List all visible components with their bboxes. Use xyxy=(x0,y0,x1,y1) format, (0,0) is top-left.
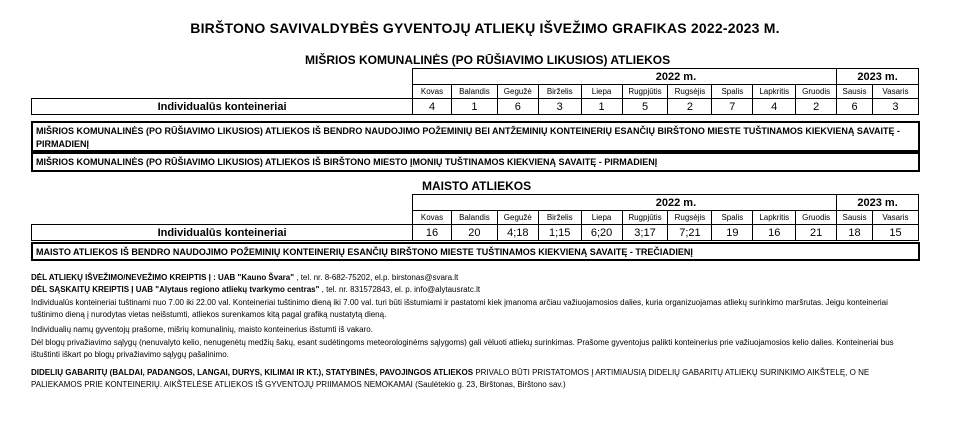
year-2023: 2023 m. xyxy=(837,69,919,85)
month-cell: Gegužė xyxy=(497,85,538,99)
month-cell: Birželis xyxy=(538,85,581,99)
day-cell: 4 xyxy=(413,99,452,115)
month-cell: Balandis xyxy=(451,85,497,99)
row-label: Individualūs konteineriai xyxy=(32,225,413,241)
access-conditions-paragraph: Dėl blogų privažiavimo sąlygų (nenuvalyto kelio, nenugenėtų medžių šakų, esant sudėtingoms meteorologinėms sąlygoms) gali vėluoti atliekų surinkimas. Prašome gyventojus palikti konteinerius prie važiuojamosios kelio dalies. Konteineriai bus ištuštinti iškart po blogų privažiavimo sąlygų pašalinimo. xyxy=(31,338,894,359)
year-2022: 2022 m. xyxy=(413,195,837,211)
day-cell: 15 xyxy=(872,225,918,241)
mixed-note-underground: MIŠRIOS KOMUNALINĖS (PO RŪŠIAVIMO LIKUSIOS) ATLIEKOS IŠ BENDRO NAUDOJIMO POŽEMINIŲ BEI ANTŽEMINIŲ KONTEINERIŲ ESANČIŲ BIRŠTONO MIESTE TUŠTINAMOS KIEKVIENĄ SAVAITĘ - PIRMADIENĮ xyxy=(31,121,920,152)
day-cell: 4;18 xyxy=(497,225,538,241)
contact-billing-details: , tel. nr. 831572843, el. p. info@alytausratc.lt xyxy=(319,285,481,294)
day-cell: 1;15 xyxy=(538,225,581,241)
month-cell: Kovas xyxy=(413,211,452,225)
month-cell: Vasaris xyxy=(872,85,918,99)
day-cell: 2 xyxy=(796,99,837,115)
month-row xyxy=(32,85,919,99)
mixed-waste-table xyxy=(31,68,919,115)
day-cell: 3 xyxy=(538,99,581,115)
food-note-underground: MAISTO ATLIEKOS IŠ BENDRO NAUDOJIMO POŽEMINIŲ KONTEINERIŲ ESANČIŲ BIRŠTONO MIESTE TUŠTINAMOS KIEKVIENĄ SAVAITĘ - TREČIADIENĮ xyxy=(31,242,920,261)
month-cell: Gegužė xyxy=(497,211,538,225)
month-cell: Vasaris xyxy=(872,211,918,225)
evening-request-paragraph: Individualių namų gyventojų prašome, mišrių komunalinių, maisto konteinerius išstumti iš vakaro. xyxy=(31,325,373,334)
day-cell: 16 xyxy=(413,225,452,241)
food-waste-table xyxy=(31,194,919,241)
month-cell: Lapkritis xyxy=(753,85,796,99)
day-cell: 7 xyxy=(712,99,753,115)
month-cell: Spalis xyxy=(712,85,753,99)
row-label: Individualūs konteineriai xyxy=(32,99,413,115)
blank-cell xyxy=(32,211,413,225)
month-cell: Sausis xyxy=(837,85,873,99)
mixed-waste-heading: MIŠRIOS KOMUNALINĖS (PO RŪŠIAVIMO LIKUSIOS) ATLIEKOS xyxy=(305,53,671,67)
year-row xyxy=(32,195,919,211)
month-cell: Liepa xyxy=(581,85,622,99)
day-cell: 1 xyxy=(581,99,622,115)
year-2023: 2023 m. xyxy=(837,195,919,211)
month-cell: Rugpjūtis xyxy=(622,85,668,99)
month-cell: Spalis xyxy=(712,211,753,225)
bulky-waste-details: PRIVALO BŪTI PRISTATOMOS Į ARTIMIAUSIĄ DIDELIŲ GABARITŲ ATLIEKŲ SURINKIMO AIKŠTELĘ, O NE PALIEKAMOS PRIE KONTEINERIŲ. AIKŠTELĖSE ATLIEKOS IŠ GYVENTOJŲ PRIIMAMOS NEMOKAMAI (Saulėtekio g. 23, Birštonas, Birštono sav.) xyxy=(31,368,870,389)
blank-cell xyxy=(32,69,413,85)
year-row xyxy=(32,69,919,85)
bulky-waste-label: DIDELIŲ GABARITŲ (BALDAI, PADANGOS, LANGAI, DURYS, KILIMAI IR KT.), STATYBINĖS, PAVOJINGOS ATLIEKOS xyxy=(31,368,474,377)
day-cell: 3 xyxy=(872,99,918,115)
month-row xyxy=(32,211,919,225)
day-cell: 2 xyxy=(668,99,712,115)
day-cell: 5 xyxy=(622,99,668,115)
day-cell: 4 xyxy=(753,99,796,115)
month-cell: Gruodis xyxy=(796,85,837,99)
mixed-note-companies: MIŠRIOS KOMUNALINĖS (PO RŪŠIAVIMO LIKUSIOS) ATLIEKOS IŠ BIRŠTONO MIESTO ĮMONIŲ TUŠTINAMOS KIEKVIENĄ SAVAITĘ - PIRMADIENĮ xyxy=(31,152,920,172)
blank-cell xyxy=(32,85,413,99)
contact-collection-label: DĖL ATLIEKŲ IŠVEŽIMO/NEVEŽIMO KREIPTIS Į : UAB "Kauno Švara" xyxy=(31,273,295,282)
blank-cell xyxy=(32,195,413,211)
day-cell: 19 xyxy=(712,225,753,241)
month-cell: Sausis xyxy=(837,211,873,225)
bulky-waste-paragraph xyxy=(31,367,911,391)
day-cell: 6 xyxy=(837,99,873,115)
values-row xyxy=(32,225,919,241)
food-waste-heading: MAISTO ATLIEKOS xyxy=(422,179,532,193)
day-cell: 3;17 xyxy=(622,225,668,241)
month-cell: Balandis xyxy=(451,211,497,225)
day-cell: 18 xyxy=(837,225,873,241)
month-cell: Rugpjūtis xyxy=(622,211,668,225)
contact-collection-details: , tel. nr. 8-682-75202, el.p. birstonas@svara.lt xyxy=(294,273,459,282)
day-cell: 6 xyxy=(497,99,538,115)
values-row xyxy=(32,99,919,115)
contact-billing xyxy=(31,284,911,296)
page-title: BIRŠTONO SAVIVALDYBĖS GYVENTOJŲ ATLIEKŲ IŠVEŽIMO GRAFIKAS 2022-2023 M. xyxy=(190,20,780,36)
month-cell: Liepa xyxy=(581,211,622,225)
month-cell: Rugsėjis xyxy=(668,85,712,99)
year-2022: 2022 m. xyxy=(413,69,837,85)
contact-billing-label: DĖL SĄSKAITŲ KREIPTIS Į UAB "Alytaus regiono atliekų tvarkymo centras" xyxy=(31,285,320,294)
container-rules-paragraph: Individualūs konteineriai tuštinami nuo 7.00 iki 22.00 val. Konteineriai tuštinimo dieną iki 7.00 val. turi būti išstumiami ir pastatomi kiek įmanoma arčiau važiuojamosios dalies, kuria organizuojamas atliekų surinkimo maršrutas. Jeigu konteineriai tuštinimo dieną į nurodytas vietas neišstumti, atliekos surenkamos kitą pagal grafiką nustatytą dieną. xyxy=(31,298,888,319)
day-cell: 20 xyxy=(451,225,497,241)
month-cell: Gruodis xyxy=(796,211,837,225)
month-cell: Birželis xyxy=(538,211,581,225)
month-cell: Kovas xyxy=(413,85,452,99)
day-cell: 6;20 xyxy=(581,225,622,241)
day-cell: 1 xyxy=(451,99,497,115)
day-cell: 16 xyxy=(753,225,796,241)
month-cell: Rugsėjis xyxy=(668,211,712,225)
contact-collection xyxy=(31,272,911,284)
day-cell: 7;21 xyxy=(668,225,712,241)
day-cell: 21 xyxy=(796,225,837,241)
month-cell: Lapkritis xyxy=(753,211,796,225)
